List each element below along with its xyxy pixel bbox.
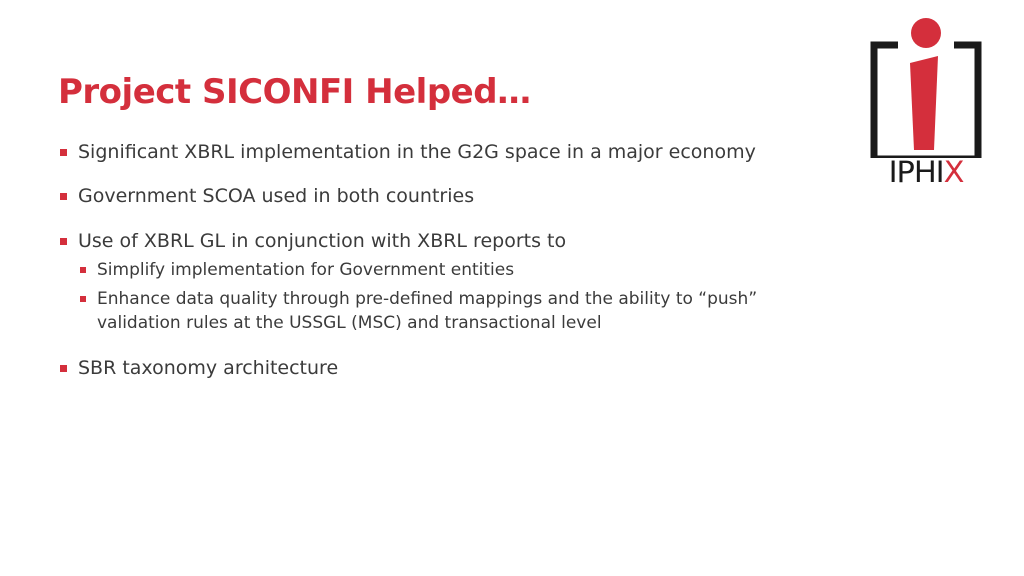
logo-wordmark-main: IPHI [888,155,944,189]
sub-bullet-text: Enhance data quality through pre-defined mappings and the ability to “push” validation rules at the USSGL (MSC) and transactional level [97,289,758,333]
bullet-square-icon [60,365,67,372]
logo-wordmark-x: X [943,155,964,189]
bullet-item [60,229,780,254]
iphix-logo [868,16,984,189]
sub-bullet-item [60,258,780,282]
logo-wordmark [865,155,987,189]
bullet-text: Use of XBRL GL in conjunction with XBRL reports to [78,230,567,252]
logo-i-stem [910,56,938,150]
bullet-item [60,184,780,209]
iphix-logo-mark-icon [868,16,984,158]
sub-bullet-text: Simplify implementation for Government entities [97,260,515,280]
bullet-square-icon [60,238,67,245]
bullet-text: Government SCOA used in both countries [78,185,475,207]
sub-bullet-square-icon [80,296,86,302]
bullet-list [60,140,780,381]
bullet-item [60,140,780,165]
bullet-text: Significant XBRL implementation in the G2G space in a major economy [78,141,756,163]
sub-bullet-square-icon [80,267,86,273]
sub-bullet-item [60,287,780,335]
bullet-text: SBR taxonomy architecture [78,357,339,379]
bullet-square-icon [60,149,67,156]
bullet-item [60,356,780,381]
bullet-square-icon [60,193,67,200]
logo-i-dot [911,18,941,48]
slide-title: Project SICONFI Helped… [58,72,531,112]
